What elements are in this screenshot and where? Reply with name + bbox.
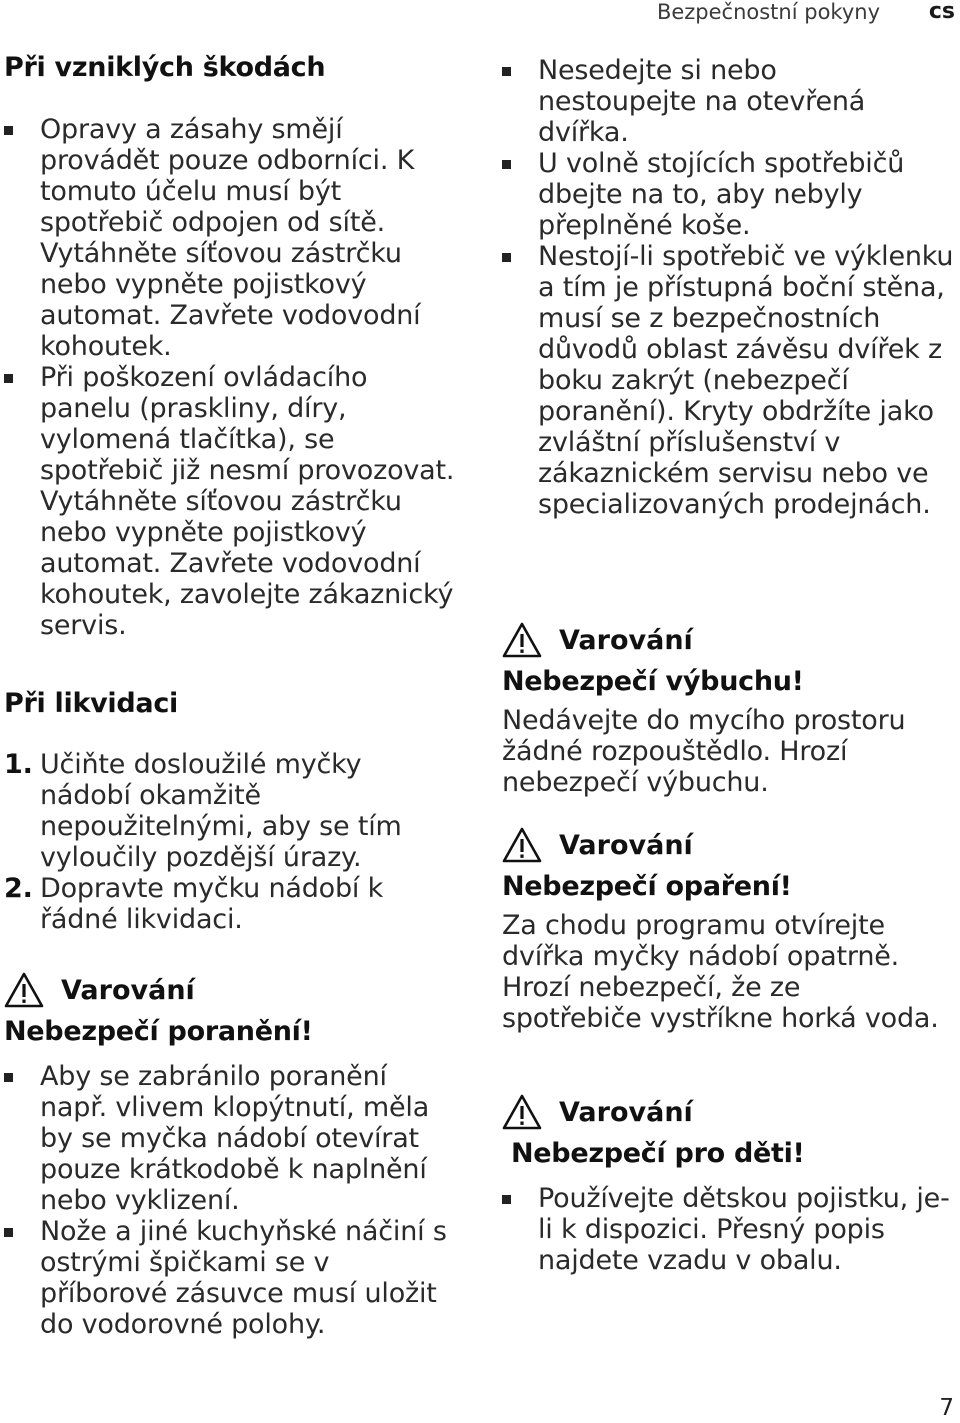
bullet-square-icon [502,1195,511,1204]
warning-triangle-icon [502,827,542,863]
page-header [0,0,960,28]
children-list [502,1183,957,1276]
damage-heading: Při vzniklých škodách [4,52,326,83]
warning-title: Nebezpečí poranění! [4,1016,313,1047]
warning-title: Nebezpečí výbuchu! [502,666,804,697]
warning-label: Varování [559,1096,693,1128]
warning-triangle-icon [502,1094,542,1130]
page-number: 7 [939,1395,954,1421]
bullet-square-icon [502,160,511,169]
bullet-square-icon [502,67,511,76]
damage-list-block [4,114,474,641]
disposal-heading: Při likvidaci [4,688,178,719]
section-title: Bezpečnostní pokyny [656,0,880,24]
disposal-steps-block [4,749,474,935]
bullet-square-icon [4,374,13,383]
disposal-steps [4,749,474,935]
warning-triangle-icon [4,972,44,1008]
warning-label: Varování [559,624,693,656]
list-item: Nesedejte si nebo nestoupejte na otevřená dvířka. [502,55,918,148]
list-item: 1. Učiňte dosloužilé myčky nádobí okamžitě nepoužitelnými, aby se tím vyloučily pozdější úrazy. [4,749,402,873]
step-number: 1. [4,749,33,780]
warning-header [502,620,957,660]
warning-explosion [502,620,957,798]
list-item: Při poškození ovládacího panelu (praskliny, díry, vylomená tlačítka), se spotřebič již nesmí provozovat. Vytáhněte síťovou zástrčku nebo vypněte pojistkový automat. Zavřete vodovodní kohoutek, zavolejte zákaznický servis. [4,362,460,641]
warning-text: Za chodu programu otvírejte dvířka myčky nádobí opatrně. Hrozí nebezpečí, že ze spotřebiče vystříkne horká voda. [502,910,939,1034]
list-item: Nestojí-li spotřebič ve výklenku a tím je přístupná boční stěna, musí se z bezpečnostních důvodů oblast závěsu dvířek z boku zakrýt (nebezpečí poranění). Kryty obdržíte jako zvláštní příslušenství v zákaznickém servisu nebo ve specializovaných prodejnách. [502,241,958,520]
warning-label: Varování [559,829,693,861]
right-bullets-block [502,55,957,520]
warning-header [502,1092,957,1132]
injury-list [4,1061,474,1340]
disposal-section [4,688,474,719]
list-item: 2. Dopravte myčku nádobí k řádné likvidaci. [4,873,384,935]
list-item: U volně stojících spotřebičů dbejte na to, aby nebyly přeplněné koše. [502,148,958,241]
step-number: 2. [4,873,33,904]
warning-scald [502,825,957,1034]
warning-injury [4,970,474,1047]
bullet-square-icon [4,1228,13,1237]
warning-children [502,1092,957,1276]
list-item: Opravy a zásahy smějí provádět pouze odborníci. K tomuto účelu musí být spotřebič odpojen od sítě. Vytáhněte síťovou zástrčku nebo vypněte pojistkový automat. Zavřete vodovodní kohoutek. [4,114,440,362]
damage-section [4,52,474,83]
warning-label: Varování [61,974,195,1006]
warning-title: Nebezpečí opaření! [502,871,792,902]
warning-triangle-icon [502,622,542,658]
list-item: Používejte dětskou pojistku, je-li k dispozici. Přesný popis najdete vzadu v obalu. [502,1183,958,1276]
damage-list [4,114,474,641]
warning-header [502,825,957,865]
injury-list-block [4,1061,474,1340]
bullet-square-icon [4,126,13,135]
bullet-square-icon [502,253,511,262]
warning-title: Nebezpečí pro děti! [511,1138,805,1169]
list-item: Nože a jiné kuchyňské náčiní s ostrými špičkami se v příborové zásuvce musí uložit do vodorovné polohy. [4,1216,460,1340]
warning-header [4,970,474,1010]
language-code: cs [928,0,955,24]
list-item: Aby se zabránilo poranění např. vlivem klopýtnutí, měla by se myčka nádobí otevírat pouze krátkodobě k naplnění nebo vyklizení. [4,1061,460,1216]
warning-text: Nedávejte do mycího prostoru žádné rozpouštědlo. Hrozí nebezpečí výbuchu. [502,705,906,798]
right-bullet-list [502,55,957,520]
bullet-square-icon [4,1073,13,1082]
